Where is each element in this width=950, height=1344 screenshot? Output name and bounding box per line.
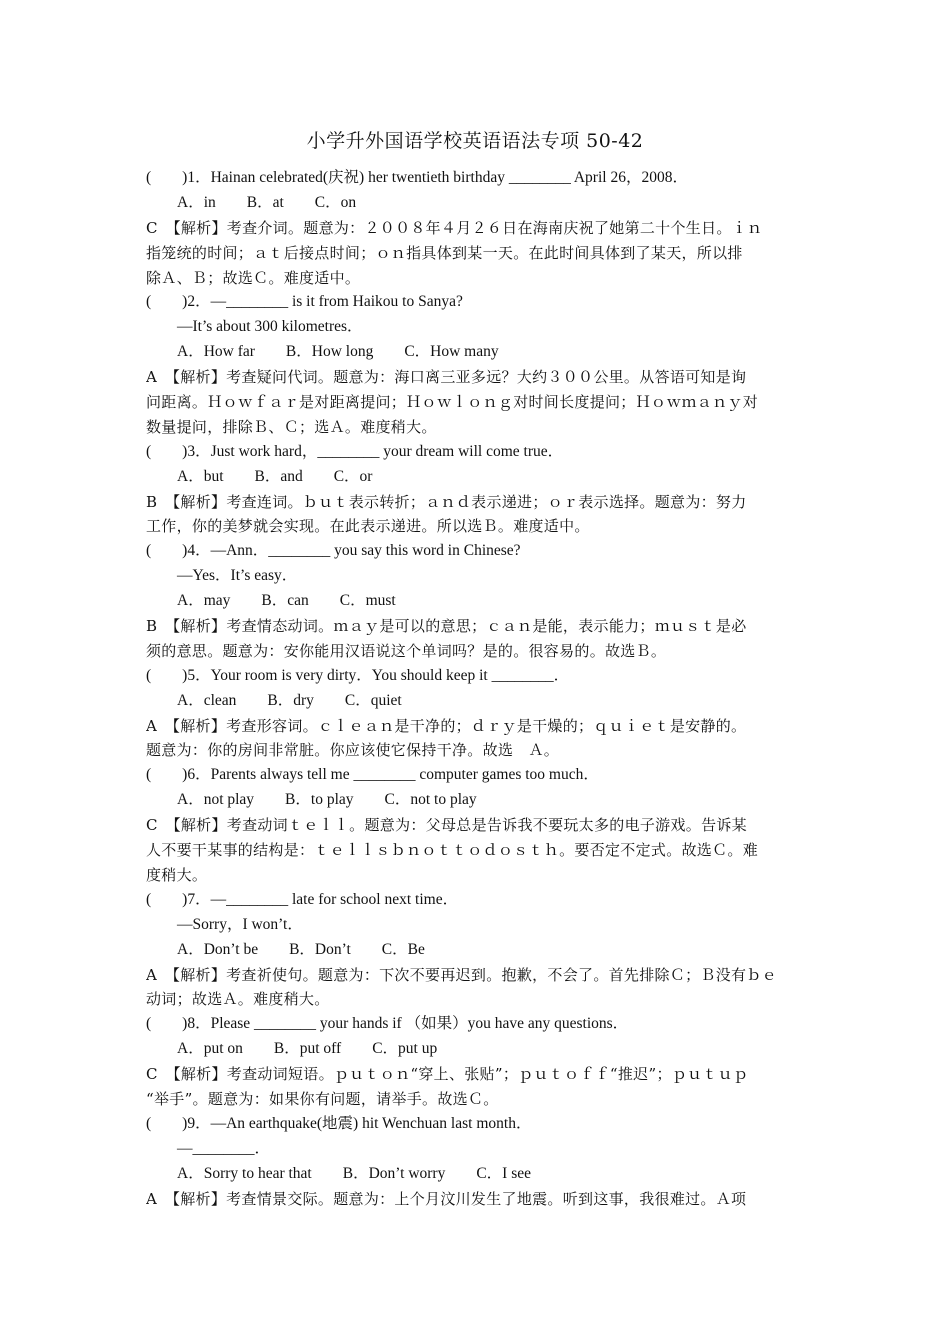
question-6-analysis-line-2: 人不要干某事的结构是：ｔｅｌｌｓｂｎｏｔｔｏｄｏｓｔｈ。要否定不定式。故选Ｃ。难 <box>146 841 759 860</box>
question-4-analysis-line-2: 须的意思。题意为：安你能用汉语说这个单词吗？是的。很容易的。故选Ｂ。 <box>146 641 667 660</box>
question-2-stem: ( )2．—________ is it from Haikou to Sanya? <box>146 293 463 311</box>
question-3-analysis-line-1: B 【解析】考查连词。ｂｕｔ表示转折；ａｎｄ表示递进；ｏｒ表示选择。题意为：努力 <box>146 492 747 511</box>
question-6-analysis-line-3: 度稍大。 <box>146 865 208 884</box>
question-9-analysis-line-1: A 【解析】考查情景交际。题意为：上个月汶川发生了地震。听到这事，我很难过。Ａ项 <box>146 1189 747 1208</box>
question-9-stem: ( )9．—An earthquake(地震) hit Wenchuan last month． <box>146 1114 532 1132</box>
question-8-stem: ( )8．Please ________ your hands if （如果）you have any questions． <box>146 1015 629 1033</box>
question-7-options: A．Don’t be B．Don’t C．Be <box>177 940 425 958</box>
question-6-analysis-line-1: C 【解析】考查动词ｔｅｌｌ。题意为：父母总是告诉我不要玩太多的电子游戏。告诉某 <box>146 816 747 835</box>
question-4-dialogue: —Yes．It’s easy． <box>177 567 298 585</box>
question-1-stem: ( )1．Hainan celebrated(庆祝) her twentieth birthday ________ April 26，2008． <box>146 169 688 186</box>
question-1-analysis-line-3: 除Ａ、Ｂ；故选Ｃ。难度适中。 <box>146 268 361 287</box>
question-7-analysis-line-2: 动词；故选Ａ。难度稍大。 <box>146 990 330 1009</box>
question-1-options: A．in B．at C．on <box>177 193 357 211</box>
question-4-analysis-line-1: B 【解析】考查情态动词。ｍａｙ是可以的意思；ｃａｎ是能，表示能力；ｍｕｓｔ是必 <box>146 617 747 636</box>
question-3-options: A．but B．and C．or <box>177 467 373 485</box>
question-1-analysis-line-2: 指笼统的时间；ａｔ后接点时间；ｏｎ指具体到某一天。在此时间具体到了某天，所以排 <box>146 243 743 262</box>
question-2-options: A．How far B．How long C．How many <box>177 343 499 361</box>
question-2-analysis-line-2: 问距离。Ｈｏｗｆａｒ是对距离提问；Ｈｏｗｌｏｎｇ对时间长度提问；Ｈｏｗｍａｎｙ对 <box>146 393 759 412</box>
question-6-options: A．not play B．to play C．not to play <box>177 791 477 809</box>
question-8-analysis-line-1: C 【解析】考查动词短语。ｐｕｔｏｎ“穿上、张贴”；ｐｕｔｏｆｆ“推迟”；ｐｕｔｕｐ <box>146 1065 749 1084</box>
question-7-dialogue: —Sorry，I won’t． <box>177 915 303 933</box>
question-3-stem: ( )3．Just work hard，________ your dream will come true． <box>146 442 564 460</box>
question-5-options: A．clean B．dry C．quiet <box>177 691 402 709</box>
question-8-options: A．put on B．put off C．put up <box>177 1040 438 1058</box>
question-5-stem: ( )5．Your room is very dirty．You should keep it ________． <box>146 666 570 684</box>
question-9-dialogue: —________． <box>177 1139 271 1157</box>
question-list <box>146 166 816 1211</box>
question-2-analysis-line-1: A 【解析】考查疑问代词。题意为：海口离三亚多远？大约３００公里。从答语可知是询 <box>146 368 747 387</box>
page-title: 小学升外国语学校英语语法专项 50-42 <box>306 130 644 152</box>
question-5-analysis-line-2: 题意为：你的房间非常脏。你应该使它保持干净。故选 Ａ。 <box>146 741 560 760</box>
question-7-stem: ( )7．—________ late for school next time． <box>146 890 459 908</box>
question-4-stem: ( )4．—Ann．________ you say this word in Chinese? <box>146 542 521 560</box>
question-2-analysis-line-3: 数量提问，排除Ｂ、Ｃ；选Ａ。难度稍大。 <box>146 417 437 436</box>
question-8-analysis-line-2: “举手”。题意为：如果你有问题，请举手。故选Ｃ。 <box>146 1089 499 1108</box>
question-6-stem: ( )6．Parents always tell me ________ computer games too much． <box>146 766 599 784</box>
question-1-analysis-line-1: C 【解析】考查介词。题意为：２００８年４月２６日在海南庆祝了她第二十个生日。ｉｎ <box>146 218 763 237</box>
question-9-options: A．Sorry to hear that B．Don’t worry C．I see <box>177 1164 532 1182</box>
question-4-options: A．may B．can C．must <box>177 592 396 610</box>
question-3-analysis-line-2: 工作，你的美梦就会实现。在此表示递进。所以选Ｂ。难度适中。 <box>146 517 590 536</box>
question-7-analysis-line-1: A 【解析】考查祈使句。题意为：下次不要再迟到。抱歉，不会了。首先排除Ｃ；Ｂ没有ｂｅ <box>146 965 777 984</box>
question-5-analysis-line-1: A 【解析】考查形容词。ｃｌｅａｎ是干净的；ｄｒｙ是干燥的；ｑｕｉｅｔ是安静的。 <box>146 716 747 735</box>
question-2-dialogue: —It’s about 300 kilometres． <box>177 318 363 336</box>
